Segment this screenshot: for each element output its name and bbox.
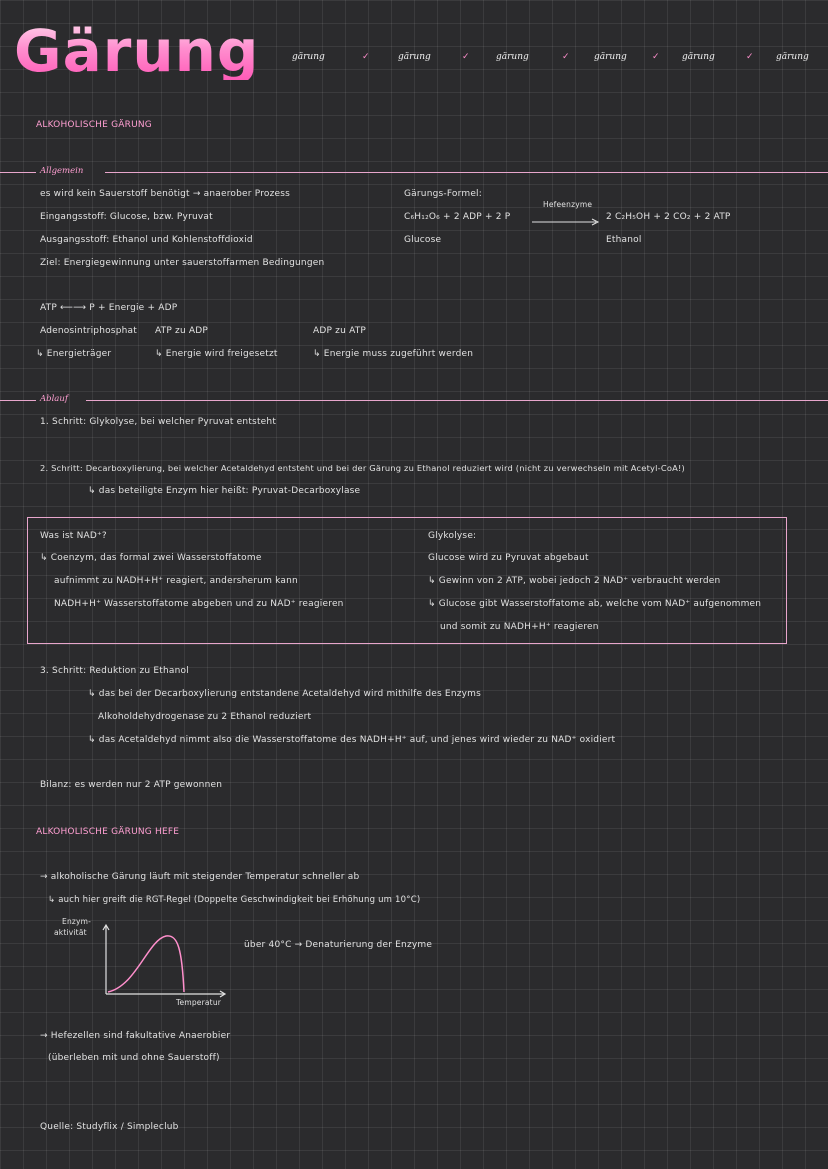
atp-col-head: ADP zu ATP [313,326,367,336]
atp-col-sub: ↳ Energieträger [36,349,112,359]
box-left-line: aufnimmt zu NADH+H⁺ reagiert, andersherum kann [54,576,298,586]
section-divider [105,172,828,173]
section-divider [86,400,828,401]
section-divider [0,172,36,173]
header-word: gärung [292,52,325,62]
atp-equation: ATP ⟵⟶ P + Energie + ADP [40,303,178,313]
ablauf-step-3-line: ↳ das bei der Decarboxylierung entstandene Acetaldehyd wird mithilfe des Enzyms [88,689,482,699]
source: Quelle: Studyflix / Simpleclub [40,1122,179,1132]
bilanz: Bilanz: es werden nur 2 ATP gewonnen [40,780,223,790]
hefe-line: (überleben mit und ohne Sauerstoff) [48,1053,220,1063]
box-left-line: ↳ Coenzym, das formal zwei Wasserstoffatome [40,553,262,563]
allgemein-line: Ausgangsstoff: Ethanol und Kohlenstoffdioxid [40,235,253,245]
box-left-title: Was ist NAD⁺? [40,531,107,541]
section-label-allgemein: Allgemein [40,166,84,176]
page-title: Gärung [14,17,260,85]
allgemein-line: Ziel: Energiegewinnung unter sauerstoffarmen Bedingungen [40,258,325,268]
section-label-ablauf: Ablauf [40,394,68,404]
atp-col-sub: ↳ Energie wird freigesetzt [155,349,278,359]
heading-hefe: ALKOHOLISCHE GÄRUNG HEFE [36,827,180,837]
check-icon: ✓ [462,52,470,62]
ablauf-step-3-line: Alkoholdehydrogenase zu 2 Ethanol reduziert [98,712,312,722]
ablauf-step-3-line: ↳ das Acetaldehyd nimmt also die Wasserstoffatome des NADH+H⁺ auf, und jenes wird wieder zu NAD⁺ oxidiert [88,735,616,745]
box-left-line: NADH+H⁺ Wasserstoffatome abgeben und zu NAD⁺ reagieren [54,599,344,609]
check-icon: ✓ [652,52,660,62]
formula-arrow-icon [532,212,602,222]
ablauf-step-3: 3. Schritt: Reduktion zu Ethanol [40,666,189,676]
box-right-line: Glucose wird zu Pyruvat abgebaut [428,553,589,563]
graph-note: über 40°C → Denaturierung der Enzyme [244,940,433,950]
hefe-line: ↳ auch hier greift die RGT-Regel (Doppelte Geschwindigkeit bei Erhöhung um 10°C) [48,895,421,905]
temperature-activity-graph [96,920,236,1000]
box-right-title: Glykolyse: [428,531,477,541]
graph-ylabel: aktivität [54,928,87,937]
check-icon: ✓ [746,52,754,62]
header-word: gärung [594,52,627,62]
allgemein-line: Eingangsstoff: Glucose, bzw. Pyruvat [40,212,213,222]
ablauf-step-2-sub: ↳ das beteiligte Enzym hier heißt: Pyruvat-Decarboxylase [88,486,361,496]
heading-alkoholische-gaerung: ALKOHOLISCHE GÄRUNG [36,120,152,130]
ablauf-step-2: 2. Schritt: Decarboxylierung, bei welcher Acetaldehyd entsteht und bei der Gärung zu Ethanol reduziert wird (nicht zu verwechseln mit Acetyl-CoA!) [40,463,685,473]
formula-left: C₆H₁₂O₆ + 2 ADP + 2 P [404,212,511,222]
graph-curve [108,936,184,992]
header-word: gärung [682,52,715,62]
formula-label: Gärungs-Formel: [404,189,482,199]
graph-xlabel: Temperatur [176,998,222,1007]
atp-col-sub: ↳ Energie muss zugeführt werden [313,349,474,359]
atp-col-head: ATP zu ADP [155,326,209,336]
atp-col-head: Adenosintriphosphat [40,326,137,336]
section-divider [0,400,36,401]
hefe-line: → Hefezellen sind fakultative Anaerobier [40,1031,231,1041]
header-word: gärung [776,52,809,62]
graph-ylabel: Enzym- [62,917,92,926]
check-icon: ✓ [362,52,370,62]
box-right-line: und somit zu NADH+H⁺ reagieren [440,622,599,632]
header-word: gärung [398,52,431,62]
formula-right: 2 C₂H₅OH + 2 CO₂ + 2 ATP [606,212,731,222]
formula-right-name: Ethanol [606,235,642,245]
box-right-line: ↳ Glucose gibt Wasserstoffatome ab, welche vom NAD⁺ aufgenommen [428,599,762,609]
hefe-line: → alkoholische Gärung läuft mit steigender Temperatur schneller ab [40,872,360,882]
header-word: gärung [496,52,529,62]
ablauf-step-1: 1. Schritt: Glykolyse, bei welcher Pyruvat entsteht [40,417,277,427]
formula-enzyme: Hefeenzyme [543,200,593,209]
box-right-line: ↳ Gewinn von 2 ATP, wobei jedoch 2 NAD⁺ verbraucht werden [428,576,721,586]
formula-left-name: Glucose [404,235,442,245]
check-icon: ✓ [562,52,570,62]
allgemein-line: es wird kein Sauerstoff benötigt → anaerober Prozess [40,189,291,199]
